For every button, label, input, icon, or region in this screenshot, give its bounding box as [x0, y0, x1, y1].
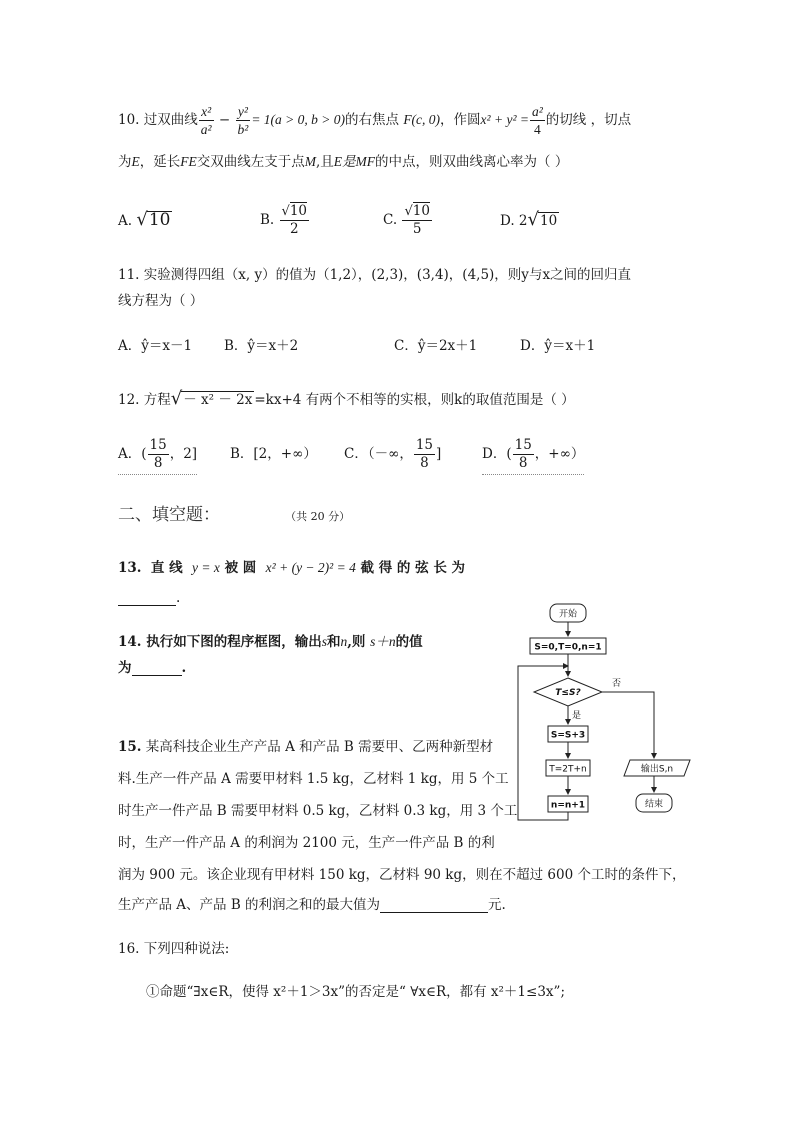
flow-end-label: 结束 — [644, 799, 664, 810]
q12-option-b: B．[2，+∞） — [230, 446, 317, 462]
q14-text-3: ,则 — [347, 634, 366, 650]
q14-line2 — [118, 656, 186, 676]
q12-text: 有两个不相等的实根，则k的取值范围是（ ） — [305, 392, 575, 408]
q14-text-4: 的值 — [395, 634, 423, 650]
flowchart — [512, 598, 712, 838]
q10-number: 10. — [118, 112, 140, 128]
q10-line1: 10. 过双曲线 $\frac{\text{x²}}{\text{a²}}$ − $\frac{\text{y²}}{\text{b²}}$ = 1(a > 0, b > 0)的右焦点 F(c, 0)，作圆x² + y² = $\frac{\text{a²}}{4}$ 的切线 ，切点 — [118, 104, 632, 137]
q16-item1: ①命题“∃x∈R，使得 x²＋1＞3x”的否定是“ ∀x∈R，都有 x²＋1≤3x”; — [146, 984, 565, 1000]
q10-circle: x² + y² = — [480, 112, 529, 127]
q16-intro: 16. 下列四种说法: — [118, 941, 230, 957]
flow-start-label: 开始 — [558, 609, 578, 620]
q12-option-d: D．( $\frac{15}{8}$ ，+∞） — [482, 434, 584, 475]
q10-frac-x2a2: $\frac{\text{x²}}{\text{a²}}$ — [200, 104, 212, 137]
q10-condition: = 1(a > 0, b > 0) — [251, 112, 346, 127]
q13-line-eq: y = x — [192, 560, 220, 575]
q14-expr: s＋n — [370, 634, 396, 649]
q13-circle-eq: x² + (y − 2)² = 4 — [265, 560, 356, 575]
q12-rhs: =kx+4 — [254, 392, 302, 408]
q10-point-m: M — [304, 154, 316, 169]
q15-line1 — [118, 735, 493, 755]
flow-step1-label: S=S+3 — [550, 730, 586, 741]
q10-text-1: 过双曲线 — [143, 112, 198, 128]
q14-number: 14. — [118, 634, 142, 650]
q10-point-e: E — [131, 154, 140, 169]
q12-number: 12. 方程 — [118, 392, 171, 408]
q13-text-2: 被 圆 — [224, 560, 257, 576]
q12-line — [118, 388, 575, 409]
q10-emf: E是MF — [333, 154, 376, 169]
q14-text-1: 执行如下图的程序框图，输出 — [146, 634, 322, 650]
q14-answer-blank[interactable] — [132, 661, 182, 676]
q14-var-n: n — [340, 634, 348, 649]
q13-end: . — [176, 590, 181, 606]
sqrt-icon: √ — [170, 388, 183, 409]
q15-line6 — [118, 893, 506, 913]
q15-end: 元. — [488, 897, 506, 913]
flow-no-label: 否 — [612, 679, 622, 689]
q12-option-a: A．( $\frac{15}{8}$ ，2] — [118, 434, 197, 475]
section-title — [118, 500, 350, 525]
q10-line2 — [118, 150, 568, 170]
q10-line2-a: 为 — [118, 154, 132, 170]
q10-option-c: C. $\frac{√10}{5}$ — [383, 203, 430, 237]
q11-option-b: B．ŷ＝x＋2 — [224, 338, 299, 354]
flow-step2-label: T=2T+n — [549, 764, 587, 775]
q14-text-5: 为 — [118, 660, 132, 676]
q13-number: 13. — [118, 560, 142, 576]
q10-focus: F(c, 0) — [403, 112, 441, 127]
q10-line2-d: ,且 — [316, 154, 334, 170]
q11-options — [118, 334, 618, 354]
q15-line2: 料.生产一件产品 A 需要甲材料 1.5 kg，乙材料 1 kg，用 5 个工 — [118, 771, 509, 787]
q10-line2-b: ，延长 — [139, 154, 181, 170]
q10-text-2: 的右焦点 — [345, 112, 400, 128]
q12-option-c: C．（－∞， $\frac{15}{8}$ ] — [344, 437, 442, 471]
q10-line2-c: 交双曲线左支于点 — [196, 154, 305, 170]
q14-text-2: 和 — [326, 634, 341, 650]
q11-option-a: A．ŷ＝x－1 — [118, 338, 193, 354]
q13-text-3: 截 得 的 弦 长 为 — [360, 560, 466, 576]
q13-line — [118, 556, 465, 576]
q10-option-d: D. 2√10 — [500, 209, 558, 230]
q15-number: 15. — [118, 739, 142, 755]
q10-line2-e: 的中点，则双曲线离心率为（ ） — [375, 154, 569, 170]
q13-answer-line — [118, 590, 180, 606]
q13-text-1: 直 线 — [150, 560, 183, 576]
q15-text-6: 生产产品 A、产品 B 的利润之和的最大值为 — [118, 897, 381, 913]
section-heading: 二、填空题： — [118, 505, 220, 525]
flow-step3-label: n=n+1 — [550, 800, 586, 811]
flow-output-label: 输出S,n — [640, 764, 674, 775]
flow-yes-label: 是 — [572, 711, 582, 721]
q14-var-s: s — [321, 634, 327, 649]
q10-frac-y2b2: $\frac{\text{y²}}{\text{b²}}$ — [237, 104, 249, 137]
q10-option-a: A. √10 — [118, 209, 171, 230]
q10-option-b: B. $\frac{√10}{2}$ — [260, 203, 307, 237]
q14-end: . — [181, 660, 187, 676]
q10-options — [118, 200, 598, 240]
q12-options — [118, 434, 618, 474]
q10-text-4: 的切线 ，切点 — [545, 112, 632, 128]
q15-line3: 时生产一件产品 B 需要甲材料 0.5 kg，乙材料 0.3 kg，用 3 个工 — [118, 803, 518, 819]
q10-text-3: ，作圆 — [440, 112, 481, 128]
q11-option-c: C．ŷ＝2x＋1 — [394, 338, 478, 354]
q11-line1: 11. 实验测得四组（x, y）的值为（1,2），(2,3)，(3,4)，(4,5)，则y与x之间的回归直 — [118, 267, 632, 283]
flow-cond-label: T≤S? — [555, 688, 581, 698]
q13-answer-blank[interactable] — [118, 591, 176, 606]
q15-answer-blank[interactable] — [380, 898, 488, 913]
section-points: （共 20 分） — [285, 510, 351, 523]
q11-option-d: D．ŷ＝x＋1 — [520, 338, 596, 354]
q12-radicand: － x² － 2x — [183, 392, 253, 408]
q10-seg-fe: FE — [180, 154, 197, 169]
q11-line2: 线方程为（ ） — [118, 293, 204, 309]
q10-frac-a2-4: $\frac{\text{a²}}{4}$ — [531, 104, 543, 137]
q15-text-1: 某高科技企业生产产品 A 和产品 B 需要甲、乙两种新型材 — [145, 739, 494, 755]
q15-line4: 时，生产一件产品 A 的利润为 2100 元，生产一件产品 B 的利 — [118, 835, 495, 851]
q15-line5: 润为 900 元。该企业现有甲材料 150 kg，乙材料 90 kg，则在不超过 600 个工时的条件下， — [118, 867, 686, 883]
q14-line1 — [118, 630, 423, 650]
flow-init-label: S=0,T=0,n=1 — [534, 642, 602, 653]
